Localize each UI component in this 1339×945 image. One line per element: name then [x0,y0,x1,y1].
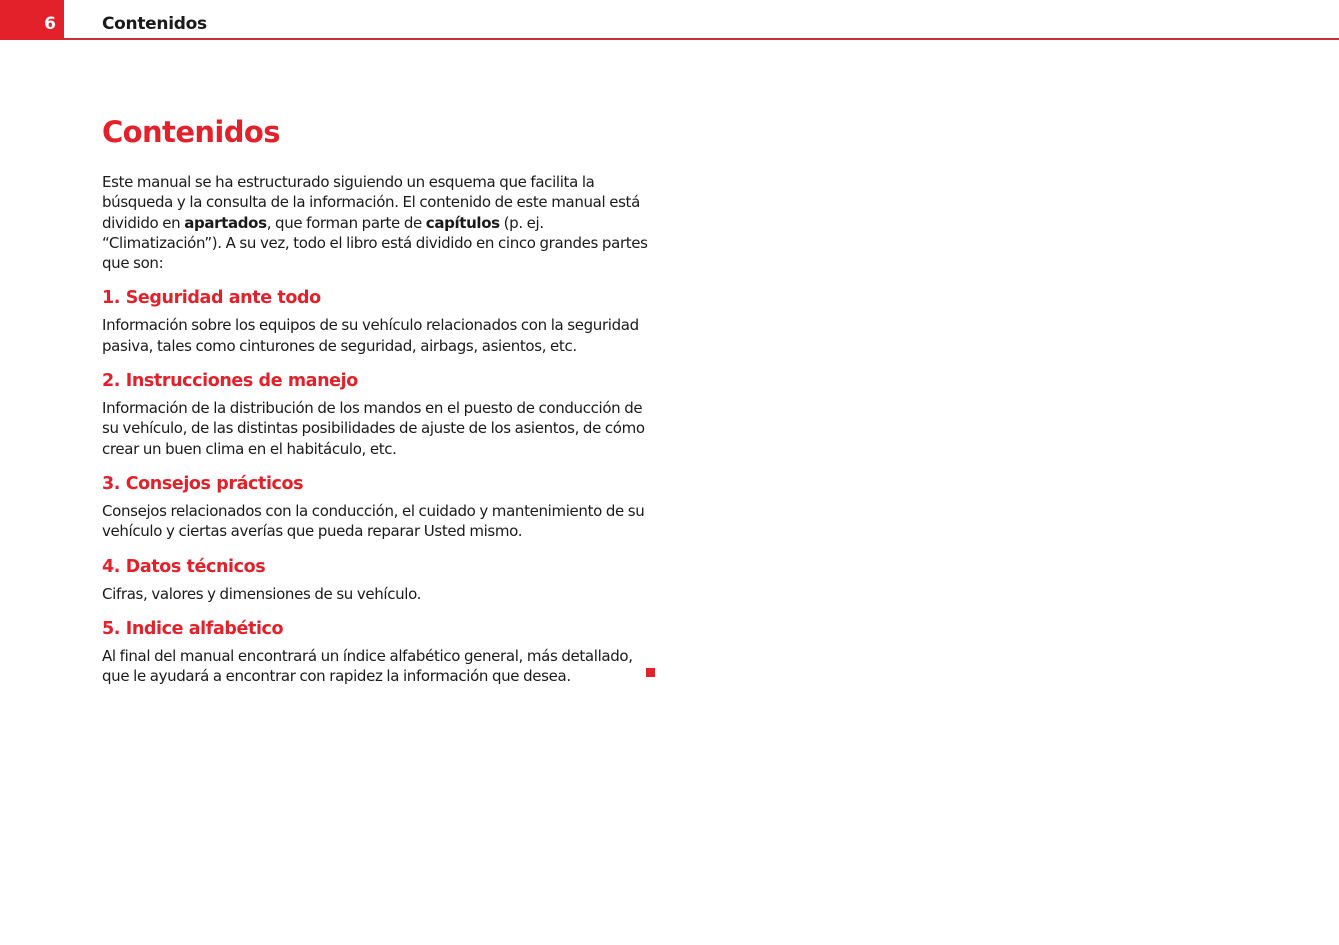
header-divider [64,38,1339,40]
section-heading: 3. Consejos prácticos [102,473,304,494]
intro-text-1: Este manual se ha estructurado siguiendo un esquema que facilita la búsqueda y la consulta de la información. El contenido de este manual está dividido en [102,173,640,232]
section-heading: 4. Datos técnicos [102,556,266,577]
intro-paragraph [102,172,662,273]
section-seguridad [102,287,662,356]
section-body: Consejos relacionados con la conducción, el cuidado y mantenimiento de su vehículo y ciertas averías que pueda reparar Usted mismo. [102,501,645,541]
page-number-tab [0,0,64,40]
intro-text-3: (p. ej. “Climatización”). A su vez, todo el libro está dividido en cinco grandes partes que son: [102,213,648,273]
document-content [102,112,662,686]
intro-bold-capitulos: capítulos [425,213,500,232]
section-consejos [102,473,662,542]
section-body: Cifras, valores y dimensiones de su vehículo. [102,584,422,603]
running-header-title: Contenidos [102,14,207,34]
intro-bold-apartados: apartados [184,213,267,232]
section-instrucciones [102,370,662,459]
section-body: Al final del manual encontrará un índice alfabético general, más detallado, que le ayudará a encontrar con rapidez la información que desea. [102,646,633,686]
section-heading: 5. Indice alfabético [102,618,284,639]
square-end-icon [646,668,655,677]
page-number: 6 [44,14,56,34]
section-indice [102,618,662,687]
intro-text-2: , que forman parte de [266,213,426,232]
section-body: Información sobre los equipos de su vehículo relacionados con la seguridad pasiva, tales como cinturones de seguridad, airbags, asientos, etc. [102,316,639,355]
page-title: Contenidos [102,115,280,149]
section-heading: 1. Seguridad ante todo [102,288,321,309]
section-datos-tecnicos [102,556,662,604]
section-body: Información de la distribución de los mandos en el puesto de conducción de su vehículo, de las distintas posibilidades de ajuste de los asientos, de cómo crear un buen clima en el habitáculo, etc. [102,399,645,458]
section-heading: 2. Instrucciones de manejo [102,371,358,392]
